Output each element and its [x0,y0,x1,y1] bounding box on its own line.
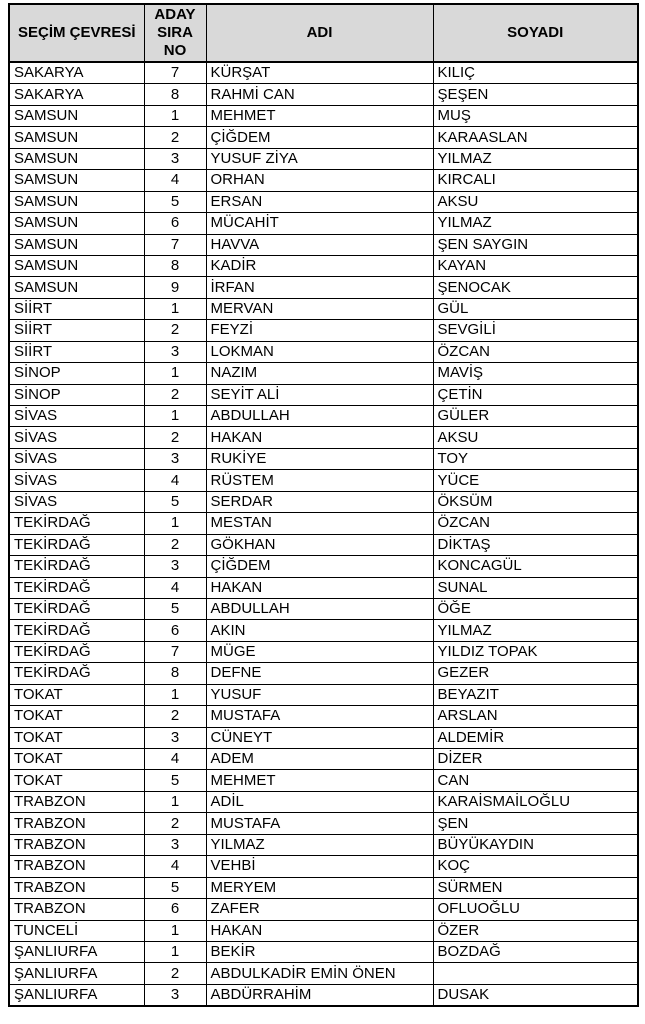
cell-first-name: RUKİYE [206,448,433,469]
cell-order-no: 4 [144,170,206,191]
table-row [9,148,638,169]
col-header-surname-label: SOYADI [507,24,564,41]
cell-surname: YÜCE [433,470,638,491]
cell-first-name: SEYİT ALİ [206,384,433,405]
cell-surname: MUŞ [433,105,638,126]
cell-order-no: 3 [144,556,206,577]
cell-surname: KARAASLAN [433,127,638,148]
table-row [9,577,638,598]
col-header-first-name [206,4,433,62]
cell-first-name: KÜRŞAT [206,62,433,84]
table-row [9,899,638,920]
header-row [9,4,638,62]
cell-district: TEKİRDAĞ [9,513,144,534]
cell-district: SAMSUN [9,148,144,169]
cell-surname: ŞEN [433,813,638,834]
table-row [9,641,638,662]
cell-order-no: 2 [144,813,206,834]
cell-district: SAMSUN [9,191,144,212]
cell-surname: KAYAN [433,255,638,276]
cell-order-no: 2 [144,320,206,341]
cell-first-name: ABDULLAH [206,598,433,619]
cell-surname: BOZDAĞ [433,941,638,962]
cell-surname: GÜLER [433,406,638,427]
cell-district: SAMSUN [9,255,144,276]
cell-first-name: HAVVA [206,234,433,255]
cell-first-name: MUSTAFA [206,813,433,834]
table-row [9,191,638,212]
cell-surname: DİKTAŞ [433,534,638,555]
cell-district: TRABZON [9,856,144,877]
cell-surname: SEVGİLİ [433,320,638,341]
cell-order-no: 8 [144,663,206,684]
cell-district: TEKİRDAĞ [9,556,144,577]
cell-first-name: YUSUF ZİYA [206,148,433,169]
cell-order-no: 2 [144,963,206,984]
cell-order-no: 1 [144,406,206,427]
table-row [9,663,638,684]
cell-district: TRABZON [9,834,144,855]
cell-first-name: ERSAN [206,191,433,212]
col-header-surname [433,4,638,62]
table-row [9,749,638,770]
cell-district: TEKİRDAĞ [9,577,144,598]
cell-district: SİİRT [9,298,144,319]
table-row [9,941,638,962]
cell-order-no: 5 [144,191,206,212]
cell-surname: ALDEMİR [433,727,638,748]
cell-surname: ŞEN SAYGIN [433,234,638,255]
cell-district: TEKİRDAĞ [9,598,144,619]
cell-order-no: 6 [144,899,206,920]
cell-order-no: 3 [144,148,206,169]
cell-surname: YILMAZ [433,148,638,169]
cell-surname: CAN [433,770,638,791]
table-row [9,513,638,534]
cell-order-no: 8 [144,84,206,105]
cell-district: TEKİRDAĞ [9,534,144,555]
table-row [9,298,638,319]
cell-district: TRABZON [9,791,144,812]
table-row [9,320,638,341]
table-row [9,791,638,812]
cell-first-name: LOKMAN [206,341,433,362]
cell-district: TOKAT [9,727,144,748]
cell-order-no: 1 [144,684,206,705]
cell-surname: ÖKSÜM [433,491,638,512]
cell-surname: YILMAZ [433,620,638,641]
cell-first-name: RÜSTEM [206,470,433,491]
table-row [9,770,638,791]
cell-district: SİVAS [9,406,144,427]
cell-first-name: DEFNE [206,663,433,684]
cell-order-no: 7 [144,62,206,84]
cell-surname: ÇETİN [433,384,638,405]
cell-surname: OFLUOĞLU [433,899,638,920]
cell-first-name: ABDULKADİR EMİN ÖNEN [206,963,433,984]
table-row [9,877,638,898]
cell-first-name: ADİL [206,791,433,812]
cell-district: SİNOP [9,384,144,405]
cell-order-no: 4 [144,856,206,877]
cell-first-name: ZAFER [206,899,433,920]
table-row [9,470,638,491]
cell-district: ŞANLIURFA [9,941,144,962]
cell-district: SAMSUN [9,127,144,148]
cell-order-no: 9 [144,277,206,298]
table-row [9,127,638,148]
table-row [9,341,638,362]
col-header-order-no-line2: SIRA NO [157,24,193,59]
cell-first-name: GÖKHAN [206,534,433,555]
cell-order-no: 4 [144,470,206,491]
cell-first-name: MESTAN [206,513,433,534]
cell-order-no: 2 [144,127,206,148]
table-row [9,84,638,105]
cell-first-name: FEYZİ [206,320,433,341]
cell-district: SAKARYA [9,84,144,105]
cell-surname: AKSU [433,191,638,212]
cell-surname: ARSLAN [433,706,638,727]
cell-order-no: 6 [144,213,206,234]
cell-surname: SÜRMEN [433,877,638,898]
table-row [9,598,638,619]
cell-surname: KIRCALI [433,170,638,191]
col-header-order-no [144,4,206,62]
cell-order-no: 1 [144,105,206,126]
cell-district: TUNCELİ [9,920,144,941]
cell-order-no: 7 [144,234,206,255]
cell-first-name: HAKAN [206,577,433,598]
cell-district: ŞANLIURFA [9,984,144,1006]
cell-order-no: 1 [144,941,206,962]
cell-district: TEKİRDAĞ [9,620,144,641]
cell-order-no: 1 [144,298,206,319]
table-row [9,491,638,512]
cell-first-name: İRFAN [206,277,433,298]
cell-order-no: 2 [144,706,206,727]
table-row [9,620,638,641]
col-header-district [9,4,144,62]
cell-surname: ÖZCAN [433,341,638,362]
cell-first-name: YILMAZ [206,834,433,855]
cell-surname: YILDIZ TOPAK [433,641,638,662]
cell-district: TOKAT [9,684,144,705]
cell-surname: ŞEŞEN [433,84,638,105]
table-row [9,62,638,84]
cell-district: ŞANLIURFA [9,963,144,984]
cell-district: SAMSUN [9,170,144,191]
cell-surname: KONCAGÜL [433,556,638,577]
cell-order-no: 6 [144,620,206,641]
cell-district: SAMSUN [9,105,144,126]
cell-first-name: SERDAR [206,491,433,512]
cell-order-no: 5 [144,598,206,619]
table-row [9,255,638,276]
cell-first-name: MÜGE [206,641,433,662]
cell-order-no: 8 [144,255,206,276]
cell-first-name: KADİR [206,255,433,276]
table-row [9,213,638,234]
cell-surname: KOÇ [433,856,638,877]
table-row [9,706,638,727]
cell-first-name: HAKAN [206,920,433,941]
cell-district: SİİRT [9,320,144,341]
cell-district: TRABZON [9,813,144,834]
cell-district: SİNOP [9,363,144,384]
cell-district: TOKAT [9,706,144,727]
col-header-first-name-label: ADI [306,24,333,41]
table-row [9,534,638,555]
cell-order-no: 1 [144,920,206,941]
table-row [9,684,638,705]
cell-order-no: 1 [144,513,206,534]
cell-district: TOKAT [9,770,144,791]
cell-order-no: 4 [144,749,206,770]
cell-first-name: YUSUF [206,684,433,705]
cell-first-name: ABDULLAH [206,406,433,427]
table-row [9,277,638,298]
table-row [9,984,638,1006]
cell-first-name: ADEM [206,749,433,770]
table-row [9,727,638,748]
table-row [9,170,638,191]
cell-first-name: VEHBİ [206,856,433,877]
cell-first-name: BEKİR [206,941,433,962]
cell-surname: DUSAK [433,984,638,1006]
table-row [9,363,638,384]
cell-district: SAMSUN [9,277,144,298]
cell-first-name: RAHMİ CAN [206,84,433,105]
cell-district: SAMSUN [9,213,144,234]
cell-first-name: CÜNEYT [206,727,433,748]
cell-order-no: 3 [144,448,206,469]
cell-district: TEKİRDAĞ [9,641,144,662]
cell-order-no: 1 [144,363,206,384]
cell-first-name: MEHMET [206,770,433,791]
cell-first-name: MERVAN [206,298,433,319]
cell-order-no: 3 [144,727,206,748]
cell-surname: ŞENOCAK [433,277,638,298]
cell-first-name: HAKAN [206,427,433,448]
cell-order-no: 5 [144,770,206,791]
cell-district: SAMSUN [9,234,144,255]
cell-district: TOKAT [9,749,144,770]
table-row [9,448,638,469]
cell-order-no: 1 [144,791,206,812]
col-header-order-no-line1: ADAY [154,6,196,23]
cell-first-name: ORHAN [206,170,433,191]
table-row [9,384,638,405]
cell-surname: GEZER [433,663,638,684]
cell-order-no: 2 [144,427,206,448]
cell-order-no: 2 [144,534,206,555]
table-row [9,963,638,984]
cell-surname: ÖZER [433,920,638,941]
candidate-table-body [9,62,638,1006]
cell-district: TRABZON [9,877,144,898]
cell-district: SİVAS [9,491,144,512]
cell-surname: BEYAZIT [433,684,638,705]
cell-first-name: AKIN [206,620,433,641]
cell-district: SİVAS [9,427,144,448]
table-row [9,856,638,877]
cell-surname: ÖZCAN [433,513,638,534]
cell-surname [433,963,638,984]
cell-order-no: 4 [144,577,206,598]
cell-district: TRABZON [9,899,144,920]
cell-surname: YILMAZ [433,213,638,234]
cell-first-name: NAZIM [206,363,433,384]
cell-surname: SUNAL [433,577,638,598]
table-row [9,920,638,941]
cell-surname: ÖĞE [433,598,638,619]
cell-surname: TOY [433,448,638,469]
cell-district: SİVAS [9,448,144,469]
table-row [9,105,638,126]
cell-surname: DİZER [433,749,638,770]
cell-order-no: 3 [144,984,206,1006]
col-header-district-label: SEÇİM ÇEVRESİ [17,24,136,41]
table-row [9,427,638,448]
table-row [9,234,638,255]
cell-first-name: ABDÜRRAHİM [206,984,433,1006]
table-row [9,834,638,855]
cell-surname: AKSU [433,427,638,448]
table-row [9,556,638,577]
cell-order-no: 5 [144,491,206,512]
cell-first-name: MERYEM [206,877,433,898]
cell-order-no: 2 [144,384,206,405]
cell-first-name: MUSTAFA [206,706,433,727]
cell-surname: KILIÇ [433,62,638,84]
cell-order-no: 3 [144,341,206,362]
cell-first-name: ÇİĞDEM [206,127,433,148]
cell-district: SAKARYA [9,62,144,84]
cell-surname: GÜL [433,298,638,319]
cell-district: TEKİRDAĞ [9,663,144,684]
cell-district: SİİRT [9,341,144,362]
cell-surname: BÜYÜKAYDIN [433,834,638,855]
cell-district: SİVAS [9,470,144,491]
table-header [9,4,638,62]
candidates-table [8,3,639,1007]
cell-order-no: 3 [144,834,206,855]
cell-surname: KARAİSMAİLOĞLU [433,791,638,812]
cell-order-no: 7 [144,641,206,662]
cell-surname: MAVİŞ [433,363,638,384]
cell-first-name: ÇİĞDEM [206,556,433,577]
cell-first-name: MÜCAHİT [206,213,433,234]
cell-order-no: 5 [144,877,206,898]
cell-first-name: MEHMET [206,105,433,126]
table-row [9,406,638,427]
table-row [9,813,638,834]
